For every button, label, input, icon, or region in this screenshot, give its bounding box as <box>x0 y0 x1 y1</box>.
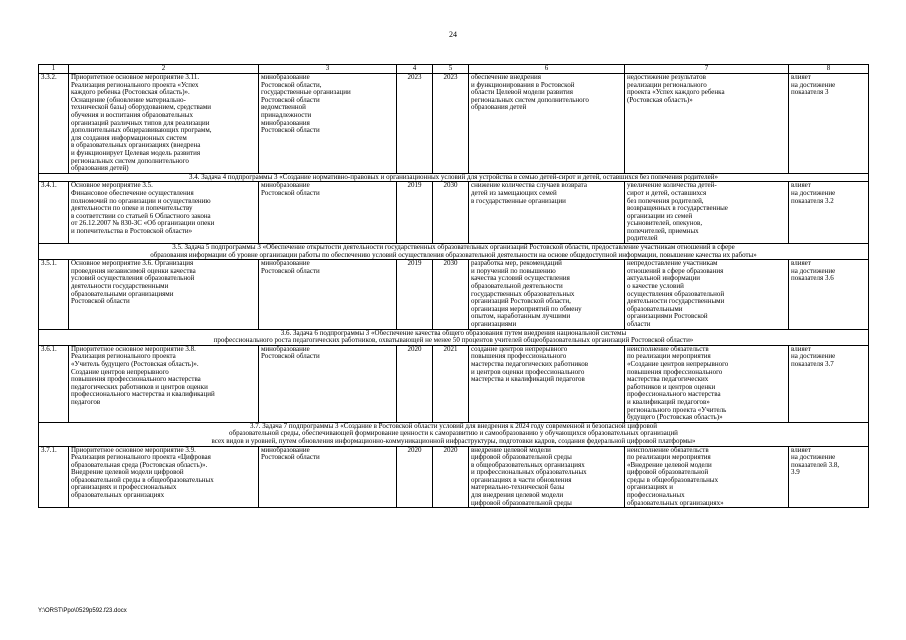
text-line: на достижение <box>791 352 836 361</box>
column-number: 1 <box>39 65 69 74</box>
measure-number: 3.4.1. <box>39 182 69 244</box>
text-line: 3.4. Задача 4 подпрограммы 3 «Создание нормативно-правовых и организационных условий для устройства в семью детей-сирот и детей, оставшихся без попечения родителей» <box>189 173 718 181</box>
measure-executor <box>259 182 397 244</box>
text-line: организаций Ростовской области, <box>471 297 571 306</box>
column-number: 3 <box>259 65 397 74</box>
text-line: 3.5. Задача 5 подпрограммы 3 «Обеспечение открытости деятельности государственных образовательных организаций Ростовской области, предоставление участникам отношений в сфере <box>172 243 735 252</box>
text-line: Ростовской области <box>261 188 320 197</box>
measure-number: 3.5.1. <box>39 260 69 329</box>
text-line: опытом, наработанным лучшими <box>471 312 571 321</box>
non-implementation-consequence <box>625 260 789 329</box>
text-line: увеличение количества детей- <box>627 181 717 190</box>
measure-number: 3.6.1. <box>39 345 69 422</box>
text-line: повышения профессионального <box>627 367 723 376</box>
text-line: неисполнение обязательств <box>627 345 709 353</box>
measure-number: 3.7.1. <box>39 446 69 508</box>
text-line: регионального проекта «Учитель <box>627 405 727 414</box>
text-line: на достижение <box>791 453 836 462</box>
text-line: возвращенных в государственные <box>627 204 728 213</box>
text-line: минобразование <box>261 73 310 81</box>
expected-result <box>469 260 625 329</box>
non-implementation-consequence <box>625 74 789 174</box>
text-line: влияет <box>791 345 811 353</box>
text-line: Основное мероприятие 3.5. <box>71 181 153 190</box>
text-line: «Внедрение целевой модели <box>627 460 712 469</box>
text-line: 3.7. Задача 7 подпрограммы 3 «Создание в Ростовской области условий для внедрения к 2024 году современной и безопасной цифровой <box>250 422 657 430</box>
text-line: Реализация регионального проекта «Успех <box>71 80 199 89</box>
text-line: организациях и <box>627 483 674 492</box>
text-line: минобразование <box>261 259 310 268</box>
column-number: 7 <box>625 65 789 74</box>
text-line: влияет <box>791 259 811 268</box>
text-line: мастерства и квалификаций педагогов <box>471 375 585 384</box>
column-number-row <box>39 65 869 74</box>
text-line: минобразования <box>261 118 310 127</box>
measure-row <box>39 345 869 422</box>
text-line: профессионального мастерства <box>627 390 721 399</box>
text-line: образования детей) <box>71 164 129 173</box>
text-line: деятельности по опеке и попечительству <box>71 204 193 213</box>
indicator-link <box>789 345 869 422</box>
task-heading-row <box>39 173 869 182</box>
text-line: снижение количества случаев возврата <box>471 181 587 190</box>
measure-executor <box>259 446 397 508</box>
text-line: образовательной среды в общеобразовательных <box>71 475 214 484</box>
non-implementation-consequence <box>625 182 789 244</box>
text-line: организациях и профессиональных <box>71 483 177 492</box>
task-heading-row <box>39 244 869 260</box>
text-line: профессиональных <box>627 491 685 500</box>
text-line: Основное мероприятие 3.6. Организация <box>71 259 194 268</box>
text-line: работников и центров оценки <box>627 382 716 391</box>
non-implementation-consequence <box>625 345 789 422</box>
text-line: мастерства педагогических работников <box>471 359 589 368</box>
text-line: профессионального мастерства и квалификаций <box>71 390 215 399</box>
text-line: государственных образовательных <box>471 289 575 298</box>
text-line: для создания информационных систем <box>71 133 187 142</box>
text-line: непредоставление участникам <box>627 259 718 268</box>
text-line: «Создание центров непрерывного <box>627 359 729 368</box>
text-line: осуществления образовательной <box>627 289 725 298</box>
text-line: на достижение <box>791 266 836 275</box>
text-line: (Ростовская область)» <box>627 95 693 104</box>
text-line: среды в общеобразовательных <box>627 475 719 484</box>
text-line: всех видов и уровней, путем обновления информационно-коммуникационной инфраструктуры, подготовки кадров, создания федеральной цифровой платформы» <box>211 436 696 445</box>
text-line: области Целевой модели развития <box>471 88 573 97</box>
text-line: Ростовской области <box>261 266 320 275</box>
text-line: Реализация регионального проекта <box>71 352 176 361</box>
text-line: образования информации об уровне организации работы по обеспечению условий осуществления образовательной деятельности на основе общедоступной информации, повышение качества их работы» <box>150 250 757 259</box>
text-line: влияет <box>791 181 811 190</box>
text-line: от 26.12.2007 № 830-ЗС «Об организации опеки <box>71 219 215 228</box>
text-line: организаций различных типов для реализации <box>71 118 210 127</box>
text-line: без попечения родителей, <box>627 196 704 205</box>
text-line: Ростовской области <box>71 297 130 306</box>
text-line: реализации регионального <box>627 80 707 89</box>
text-line: влияет <box>791 73 811 81</box>
page-number: 24 <box>449 30 457 39</box>
measure-executor <box>259 260 397 329</box>
text-line: каждого ребенка (Ростовская область)». <box>71 88 190 97</box>
text-line: профессионального роста педагогических работников, охватывающей не менее 50 процентов учителей общеобразовательных организаций Ростовской области» <box>213 336 694 345</box>
text-line: актуальной информации <box>627 274 701 283</box>
text-line: деятельности государственными <box>627 297 725 306</box>
measure-name <box>69 74 259 174</box>
text-line: для внедрения целевой модели <box>471 491 564 500</box>
text-line: ведомственной <box>261 103 306 112</box>
text-line: Оснащение (обновление материально- <box>71 95 186 104</box>
task-heading <box>39 244 869 260</box>
text-line: «Учитель будущего (Ростовская область)». <box>71 359 199 368</box>
text-line: показателя 3.7 <box>791 359 834 368</box>
column-number: 6 <box>469 65 625 74</box>
measure-row <box>39 260 869 329</box>
text-line: и центров оценки профессионального <box>471 367 585 376</box>
text-line: организациями Ростовской <box>627 312 708 321</box>
text-line: внедрение целевой модели <box>471 446 551 454</box>
task-heading <box>39 329 869 345</box>
column-number: 2 <box>69 65 259 74</box>
measure-executor <box>259 74 397 174</box>
text-line: минобразование <box>261 181 310 190</box>
text-line: в общеобразовательных организациях <box>471 460 585 469</box>
text-line: отношений в сфере образования <box>627 266 724 275</box>
text-line: области <box>627 320 651 328</box>
text-line: разработка мер, рекомендаций <box>471 259 562 268</box>
text-line: Ростовской области <box>261 95 320 104</box>
text-line: Реализация регионального проекта «Цифровая <box>71 453 211 462</box>
non-implementation-consequence <box>625 446 789 508</box>
text-line: обеспечение внедрения <box>471 73 541 81</box>
text-line: материально-технической базы <box>471 483 565 492</box>
text-line: организации из семей <box>627 211 693 220</box>
measure-number: 3.3.2. <box>39 74 69 174</box>
measure-executor <box>259 345 397 422</box>
measure-name <box>69 260 259 329</box>
text-line: минобразование <box>261 345 310 353</box>
text-line: по реализации мероприятия <box>627 352 711 361</box>
text-line: образовательных организациях <box>71 491 165 500</box>
expected-result <box>469 446 625 508</box>
text-line: образовательными организациями <box>71 289 174 298</box>
text-line: дополнительных общеразвивающих программ, <box>71 126 212 135</box>
text-line: полномочий по организации и осуществлению <box>71 196 211 205</box>
text-line: 3.6. Задача 6 подпрограммы 3 «Обеспечение качества общего образования путем внедрения национальной системы <box>280 329 627 337</box>
text-line: на достижение <box>791 80 836 89</box>
text-line: и профессиональных образовательных <box>471 468 587 477</box>
text-line: Ростовской области <box>261 453 320 462</box>
task-heading <box>39 173 869 182</box>
text-line: в образовательных организациях (внедрена <box>71 141 201 150</box>
column-number: 5 <box>433 65 469 74</box>
text-line: технической базы) оборудованием, средствами <box>71 103 212 112</box>
text-line: организациях в части обновления <box>471 475 572 484</box>
text-line: цифровой образовательной среды <box>471 453 572 462</box>
text-line: и квалификаций педагогов» <box>627 397 710 406</box>
text-line: и функционирует Целевая модель развития <box>71 148 201 157</box>
text-line: образовательная среда (Ростовская область)». <box>71 460 208 469</box>
task-heading-row <box>39 329 869 345</box>
measure-row <box>39 74 869 174</box>
text-line: Финансовое обеспечение осуществления <box>71 188 194 197</box>
text-line: образовательными <box>627 304 683 313</box>
end-year: 2030 <box>433 260 469 329</box>
text-line: обучения и воспитания образовательных <box>71 110 193 119</box>
text-line: региональных систем дополнительного <box>71 156 189 165</box>
text-line: детей из замещающих семей <box>471 188 557 197</box>
text-line: региональных систем дополнительного <box>471 95 589 104</box>
text-line: будущего (Ростовская область)» <box>627 413 723 422</box>
text-line: в государственные организации <box>471 196 566 205</box>
text-line: цифровой образовательной <box>627 468 709 477</box>
text-line: на достижение <box>791 188 836 197</box>
text-line: Приоритетное основное мероприятие 3.9. <box>71 446 196 454</box>
start-year: 2019 <box>397 182 433 244</box>
text-line: условий осуществления образовательной <box>71 274 195 283</box>
measure-row <box>39 446 869 508</box>
end-year: 2021 <box>433 345 469 422</box>
measure-name <box>69 182 259 244</box>
text-line: государственные организации <box>261 88 351 97</box>
start-year: 2020 <box>397 446 433 508</box>
text-line: 3.9 <box>791 468 800 477</box>
text-line: образовательных организациях» <box>627 498 724 507</box>
text-line: организация мероприятий по обмену <box>471 304 582 313</box>
expected-result <box>469 74 625 174</box>
text-line: принадлежности <box>261 110 312 119</box>
expected-result <box>469 182 625 244</box>
text-line: по реализации мероприятия <box>627 453 711 462</box>
text-line: проведения независимой оценки качества <box>71 266 196 275</box>
text-line: показателя 3 <box>791 88 829 97</box>
text-line: мастерства педагогических <box>627 375 709 384</box>
text-line: сирот и детей, оставшихся <box>627 188 707 197</box>
text-line: влияет <box>791 446 811 454</box>
text-line: Ростовской области <box>261 126 320 135</box>
measure-row <box>39 182 869 244</box>
text-line: повышения профессионального <box>471 352 567 361</box>
text-line: Приоритетное основное мероприятие 3.11. <box>71 73 200 81</box>
text-line: показателей 3.8, <box>791 460 840 469</box>
measures-table <box>38 64 869 508</box>
text-line: педагогических работников и центров оценки <box>71 382 208 391</box>
text-line: цифровой образовательной среды <box>471 498 572 507</box>
indicator-link <box>789 446 869 508</box>
text-line: деятельности государственными <box>71 282 169 291</box>
text-line: проекта «Успех каждого ребенка <box>627 88 725 97</box>
text-line: Ростовской области, <box>261 80 322 89</box>
end-year: 2020 <box>433 446 469 508</box>
text-line: Внедрение целевой модели цифровой <box>71 468 184 477</box>
text-line: о качестве условий <box>627 282 684 291</box>
text-line: в соответствии со статьей 6 Областного закона <box>71 211 211 220</box>
text-line: родителей <box>627 234 658 243</box>
text-line: попечителей, приемных <box>627 226 699 235</box>
start-year: 2019 <box>397 260 433 329</box>
text-line: качества условий осуществления <box>471 274 570 283</box>
text-line: и функционирования в Ростовской <box>471 80 575 89</box>
task-heading <box>39 422 869 446</box>
text-line: повышения профессионального мастерства <box>71 375 201 384</box>
text-line: неисполнение обязательств <box>627 446 709 454</box>
file-path-footer: Y:\ORST\Ppo\0529p592.f23.docx <box>38 608 127 614</box>
measure-name <box>69 446 259 508</box>
expected-result <box>469 345 625 422</box>
text-line: создание центров непрерывного <box>471 345 568 353</box>
text-line: Создание центров непрерывного <box>71 367 169 376</box>
end-year: 2030 <box>433 182 469 244</box>
text-line: минобразование <box>261 446 310 454</box>
indicator-link <box>789 182 869 244</box>
indicator-link <box>789 74 869 174</box>
start-year: 2020 <box>397 345 433 422</box>
text-line: образовательной среды, обеспечивающей формирование ценности к саморазвитию и самообразованию у обучающихся образовательных организаций <box>229 429 678 438</box>
text-line: Приоритетное основное мероприятие 3.8. <box>71 345 196 353</box>
column-number: 8 <box>789 65 869 74</box>
measure-name <box>69 345 259 422</box>
task-heading-row <box>39 422 869 446</box>
indicator-link <box>789 260 869 329</box>
column-number: 4 <box>397 65 433 74</box>
end-year: 2023 <box>433 74 469 174</box>
text-line: показателя 3.2 <box>791 196 834 205</box>
text-line: показателя 3.6 <box>791 274 834 283</box>
text-line: и поручений по повышению <box>471 266 556 275</box>
text-line: педагогов <box>71 397 101 406</box>
text-line: недостижение результатов <box>627 73 706 81</box>
text-line: образовательной деятельности <box>471 282 563 291</box>
text-line: организациями <box>471 320 517 328</box>
text-line: Ростовской области <box>261 352 320 361</box>
text-line: усыновителей, опекунов, <box>627 219 703 228</box>
text-line: образования детей <box>471 103 527 112</box>
start-year: 2023 <box>397 74 433 174</box>
text-line: и попечительства в Ростовской области» <box>71 226 193 235</box>
